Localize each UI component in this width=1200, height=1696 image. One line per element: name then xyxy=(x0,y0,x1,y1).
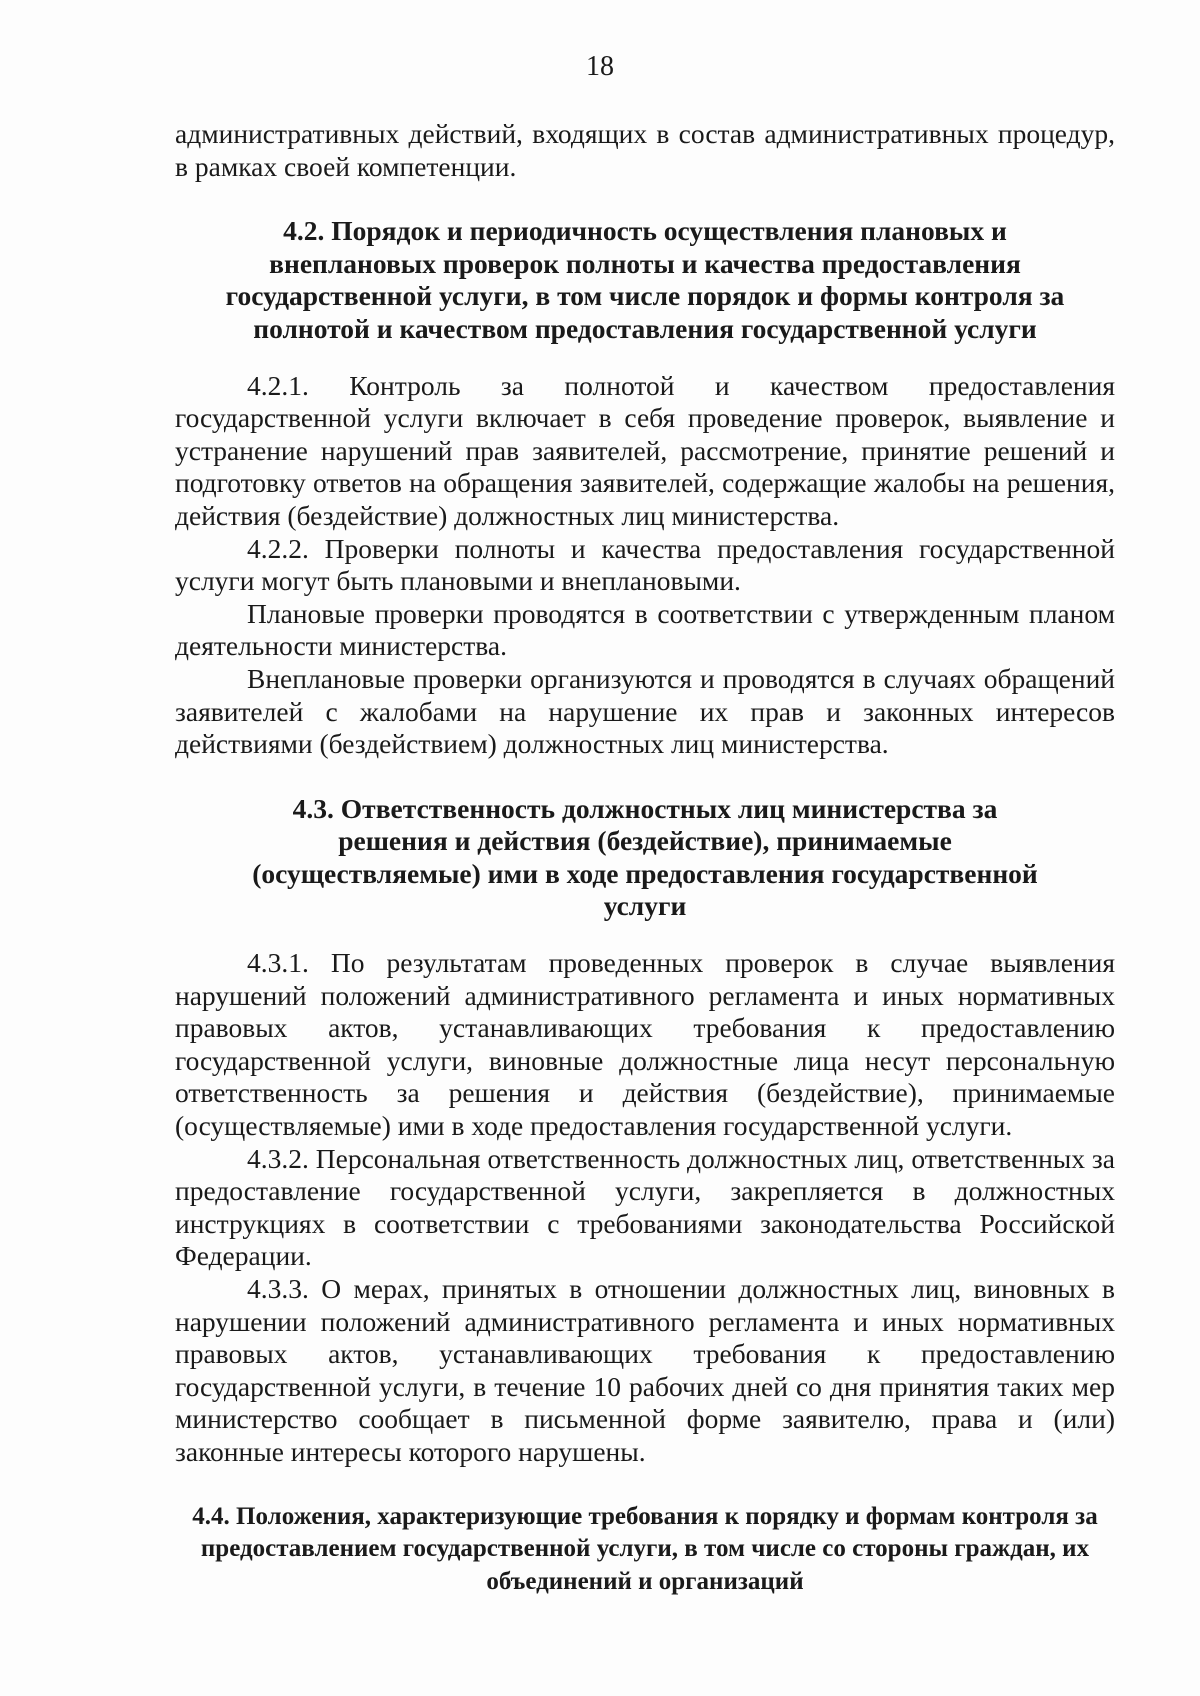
paragraph-4-2-1: 4.2.1. Контроль за полнотой и качеством предоставления государственной услуги включает в себя проведение проверок, выявление и устранение нарушений прав заявителей, рассмотрение, принятие решений и подготовку ответов на обращения заявителей, содержащие жалобы на решения, действия (бездействие) должностных лиц министерства. xyxy=(175,369,1115,531)
document-body xyxy=(175,118,1115,1598)
paragraph-unplanned-checks: Внеплановые проверки организуются и проводятся в случаях обращений заявителей с жалобами на нарушение их прав и законных интересов действиями (бездействием) должностных лиц министерства. xyxy=(175,662,1115,760)
section-4-4-heading: 4.4. Положения, характеризующие требования к порядку и формам контроля за предоставлением государственной услуги, в том числе со стороны граждан, их объединений и организаций xyxy=(192,1502,1098,1595)
paragraph-4-3-3: 4.3.3. О мерах, принятых в отношении должностных лиц, виновных в нарушении положений административного регламента и иных нормативных правовых актов, устанавливающих требования к предоставлению государственной услуги, в течение 10 рабочих дней со дня принятия таких мер министерство сообщает в письменной форме заявителю, права и (или) законные интересы которого нарушены. xyxy=(175,1273,1115,1467)
paragraph-4-3-2: 4.3.2. Персональная ответственность должностных лиц, ответственных за предоставление государственной услуги, закрепляется в должностных инструкциях в соответствии с требованиями законодательства Российской Федерации. xyxy=(175,1142,1115,1272)
section-4-2-heading: 4.2. Порядок и периодичность осуществления плановых и внеплановых проверок полноты и качества предоставления государственной услуги, в том числе порядок и формы контроля за полнотой и качеством предоставления государственной услуги xyxy=(225,215,1065,344)
section-4-3-heading: 4.3. Ответственность должностных лиц министерства за решения и действия (бездействие), принимаемые (осуществляемые) ими в ходе предоставления государственной услуги xyxy=(252,792,1038,922)
paragraph-4-3-1: 4.3.1. По результатам проведенных проверок в случае выявления нарушений положений административного регламента и иных нормативных правовых актов, устанавливающих требования к предоставлению государственной услуги, виновные должностные лица несут персональную ответственность за решения и действия (бездействие), принимаемые (осуществляемые) ими в ходе предоставления государственной услуги. xyxy=(175,947,1115,1142)
paragraph-4-2-2: 4.2.2. Проверки полноты и качества предоставления государственной услуги могут быть плановыми и внеплановыми. xyxy=(175,532,1115,597)
intro-paragraph: административных действий, входящих в состав административных процедур, в рамках своей компетенции. xyxy=(175,118,1115,182)
paragraph-planned-checks: Плановые проверки проводятся в соответствии с утвержденным планом деятельности министерства. xyxy=(175,597,1115,662)
page-number: 18 xyxy=(586,51,614,82)
